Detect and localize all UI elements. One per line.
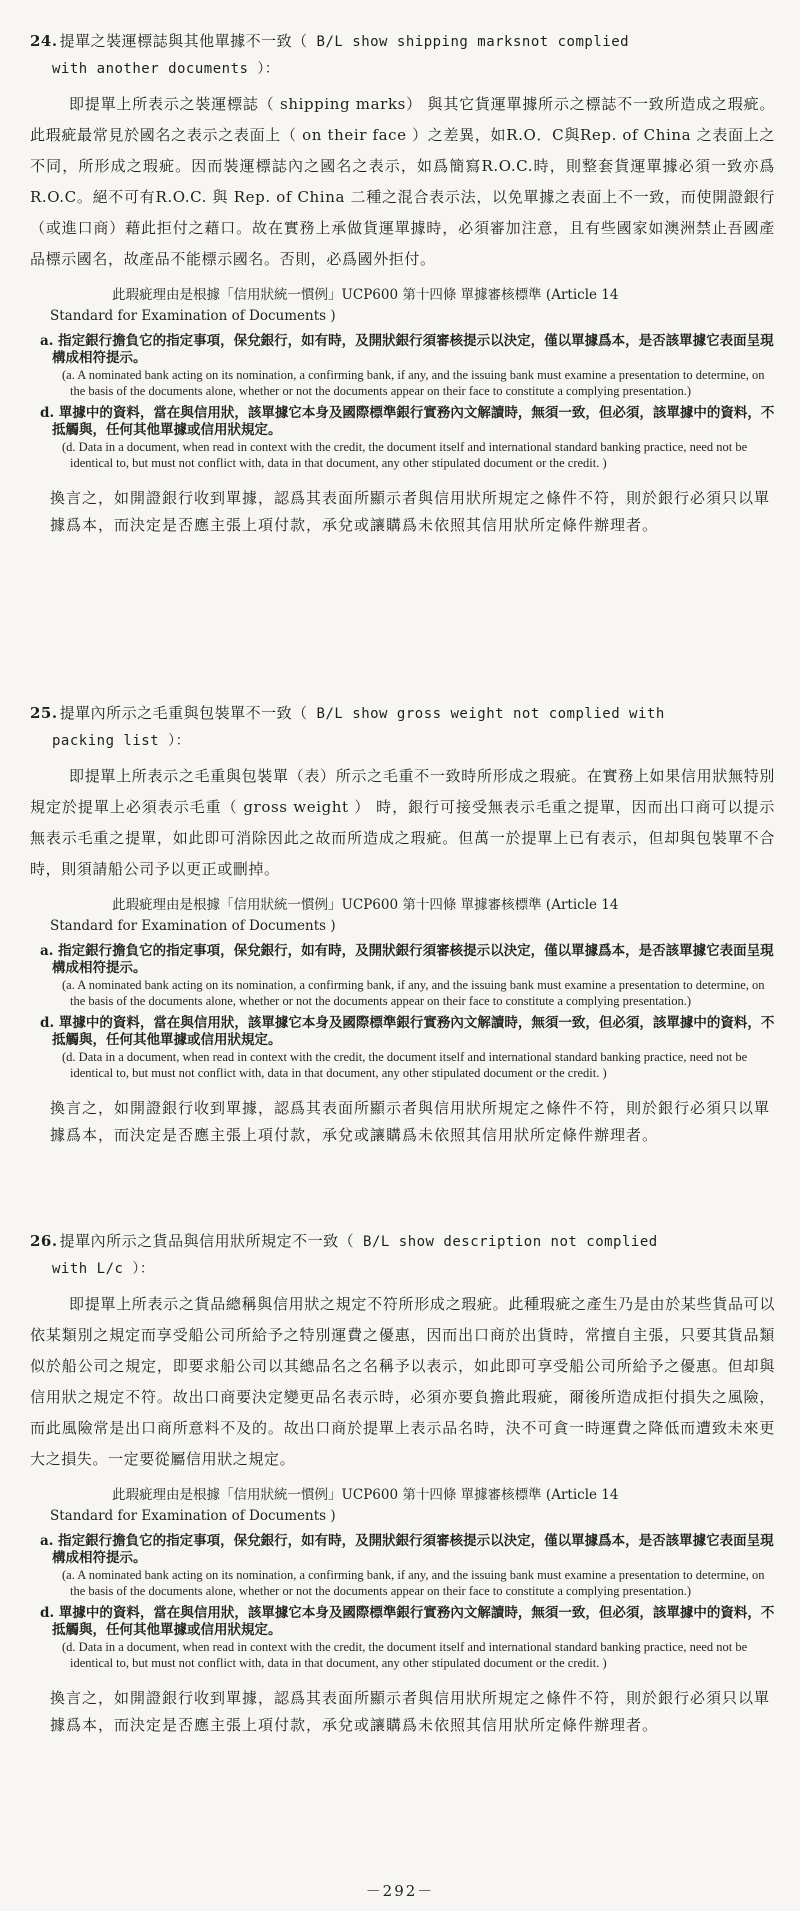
summary-paragraph: 換言之，如開證銀行收到單據，認爲其表面所顯示者與信用狀所規定之條件不符，則於銀行必須只以單據爲本，而決定是否應主張上項付款，承兌或讓購爲未依照其信用狀所定條件辦理者。 — [50, 1689, 771, 1734]
heading-continuation: packing list ）： — [52, 733, 191, 749]
item-a-zh: a. 指定銀行擔負它的指定事項，保兌銀行，如有時，及開狀銀行須審核提示以決定，僅以單據爲本，是否該單據它表面呈現構成相符提示。 — [40, 943, 774, 976]
summary-paragraph: 換言之，如開證銀行收到單據，認爲其表面所顯示者與信用狀所規定之條件不符，則於銀行必須只以單據爲本，而決定是否應主張上項付款，承兌或讓購爲未依照其信用狀所定條件辦理者。 — [50, 1099, 771, 1144]
basis-intro — [30, 895, 775, 937]
article-item-d — [30, 1605, 775, 1671]
heading-zh: 提單內所示之毛重與包裝單不一致（ — [59, 704, 308, 722]
section-number: 25. — [30, 704, 58, 722]
item-d-en: (d. Data in a document, when read in context with the credit, the document itself and international standard banking practice, need not be identical to, but must not conflict with, data in that document, any other stipulated document or the credit. ) — [62, 1050, 748, 1080]
summary-paragraph: 換言之，如開證銀行收到單據，認爲其表面所顯示者與信用狀所規定之條件不符，則於銀行必須只以單據爲本，而決定是否應主張上項付款，承兌或讓購爲未依照其信用狀所定條件辦理者。 — [50, 489, 771, 534]
item-d-en: (d. Data in a document, when read in context with the credit, the document itself and international standard banking practice, need not be identical to, but must not conflict with, data in that document, any other stipulated document or the credit. ) — [62, 440, 748, 470]
section-paragraph: 即提單上所表示之毛重與包裝單（表）所示之毛重不一致時所形成之瑕疵。在實務上如果信用狀無特別規定於提單上必須表示毛重（ gross weight ） 時，銀行可接受無表示毛重之提單，因而出口商可以提示無表示毛重之提單，如此即可消除因此之故而所造成之瑕疵。但萬一於提單上已有表示，但却與包裝單不合時，則須請船公司予以更正或刪掉。 — [30, 767, 775, 878]
basis-intro-cont: Standard for Examination of Documents ) — [50, 918, 336, 934]
item-a-zh: a. 指定銀行擔負它的指定事項，保兌銀行，如有時，及開狀銀行須審核提示以決定，僅以單據爲本，是否該單據它表面呈現構成相符提示。 — [40, 333, 774, 366]
item-a-en: (a. A nominated bank acting on its nomination, a confirming bank, if any, and the issuing bank must examine a presentation to determine, on the basis of the documents alone, whether or not the documents appear on their face to constitute a complying presentation.) — [62, 978, 765, 1008]
basis-intro — [30, 285, 775, 327]
heading-zh: 提單之裝運標誌與其他單據不一致（ — [59, 32, 308, 50]
heading-zh: 提單內所示之貨品與信用狀所規定不一致（ — [59, 1232, 355, 1250]
item-d-zh: d. 單據中的資料，當在與信用狀，該單據它本身及國際標準銀行實務內文解讀時，無須一致，但必須，該單據中的資料，不抵觸與，任何其他單據或信用狀規定。 — [40, 405, 775, 438]
basis-intro-line: 此瑕疵理由是根據「信用狀統一慣例」UCP600 第十四條 單據審核標準 (Article 14 — [112, 1487, 619, 1503]
heading-continuation: with another documents ）： — [52, 61, 280, 77]
section-number: 26. — [30, 1232, 58, 1250]
section-heading — [30, 1228, 775, 1283]
item-d-en: (d. Data in a document, when read in context with the credit, the document itself and international standard banking practice, need not be identical to, but must not conflict with, data in that document, any other stipulated document or the credit. ) — [62, 1640, 748, 1670]
section-heading — [30, 28, 775, 83]
section-heading — [30, 700, 775, 755]
heading-en: B/L show gross weight not complied with — [307, 706, 665, 722]
basis-intro-cont: Standard for Examination of Documents ) — [50, 1508, 336, 1524]
section-number: 24. — [30, 32, 58, 50]
section-26 — [30, 1228, 775, 1739]
basis-intro — [30, 1485, 775, 1527]
item-a-zh: a. 指定銀行擔負它的指定事項，保兌銀行，如有時，及開狀銀行須審核提示以決定，僅以單據爲本，是否該單據它表面呈現構成相符提示。 — [40, 1533, 774, 1566]
article-item-a — [30, 1533, 775, 1599]
basis-intro-line: 此瑕疵理由是根據「信用狀統一慣例」UCP600 第十四條 單據審核標準 (Article 14 — [112, 897, 619, 913]
section-paragraph: 即提單上所表示之裝運標誌（ shipping marks） 與其它貨運單據所示之標誌不一致所造成之瑕疵。此瑕疵最常見於國名之表示之表面上（ on their face ）之差異，如R.O．C與Rep. of China 之表面上之不同，所形成之瑕疵。因而裝運標誌內之國名之表示，如爲簡寫R.O.C.時，則整套貨運單據必須一致亦爲R.O.C。絕不可有R.O.C. 與 Rep. of China 二種之混合表示法，以免單據之表面上不一致，而使開證銀行（或進口商）藉此拒付之藉口。故在實務上承做貨運單據時，必須審加注意，且有些國家如澳洲禁止吾國產品標示國名，故產品不能標示國名。否則，必爲國外拒付。 — [30, 95, 775, 268]
heading-en: B/L show description not complied — [354, 1234, 658, 1250]
page-number: －292－ — [365, 1882, 435, 1900]
item-d-zh: d. 單據中的資料，當在與信用狀，該單據它本身及國際標準銀行實務內文解讀時，無須一致，但必須，該單據中的資料，不抵觸與，任何其他單據或信用狀規定。 — [40, 1605, 775, 1638]
section-paragraph: 即提單上所表示之貨品總稱與信用狀之規定不符所形成之瑕疵。此種瑕疵之產生乃是由於某些貨品可以依某類別之規定而享受船公司所給予之特別運費之優惠，因而出口商於出貨時，常擅自主張，只要其貨品類似於船公司之規定，即要求船公司以其總品名之名稱予以表示，如此即可享受船公司所給予之優惠。但却與信用狀之規定不符。故出口商要決定變更品名表示時，必須亦要負擔此瑕疵，爾後所造成拒付損失之風險，而此風險常是出口商所意料不及的。故出口商於提單上表示品名時，決不可貪一時運費之降低而遭致未來更大之損失。一定要從屬信用狀之規定。 — [30, 1295, 775, 1468]
article-item-d — [30, 405, 775, 471]
article-item-a — [30, 943, 775, 1009]
article-item-d — [30, 1015, 775, 1081]
item-a-en: (a. A nominated bank acting on its nomination, a confirming bank, if any, and the issuing bank must examine a presentation to determine, on the basis of the documents alone, whether or not the documents appear on their face to constitute a complying presentation.) — [62, 1568, 765, 1598]
item-a-en: (a. A nominated bank acting on its nomination, a confirming bank, if any, and the issuing bank must examine a presentation to determine, on the basis of the documents alone, whether or not the documents appear on their face to constitute a complying presentation.) — [62, 368, 765, 398]
heading-en: B/L show shipping marksnot complied — [307, 34, 630, 50]
heading-continuation: with L/c ）： — [52, 1261, 155, 1277]
basis-intro-cont: Standard for Examination of Documents ) — [50, 308, 336, 324]
article-item-a — [30, 333, 775, 399]
section-25 — [30, 700, 775, 1149]
item-d-zh: d. 單據中的資料，當在與信用狀，該單據它本身及國際標準銀行實務內文解讀時，無須一致，但必須，該單據中的資料，不抵觸與，任何其他單據或信用狀規定。 — [40, 1015, 775, 1048]
basis-intro-line: 此瑕疵理由是根據「信用狀統一慣例」UCP600 第十四條 單據審核標準 (Article 14 — [112, 287, 619, 303]
section-24 — [30, 28, 775, 539]
